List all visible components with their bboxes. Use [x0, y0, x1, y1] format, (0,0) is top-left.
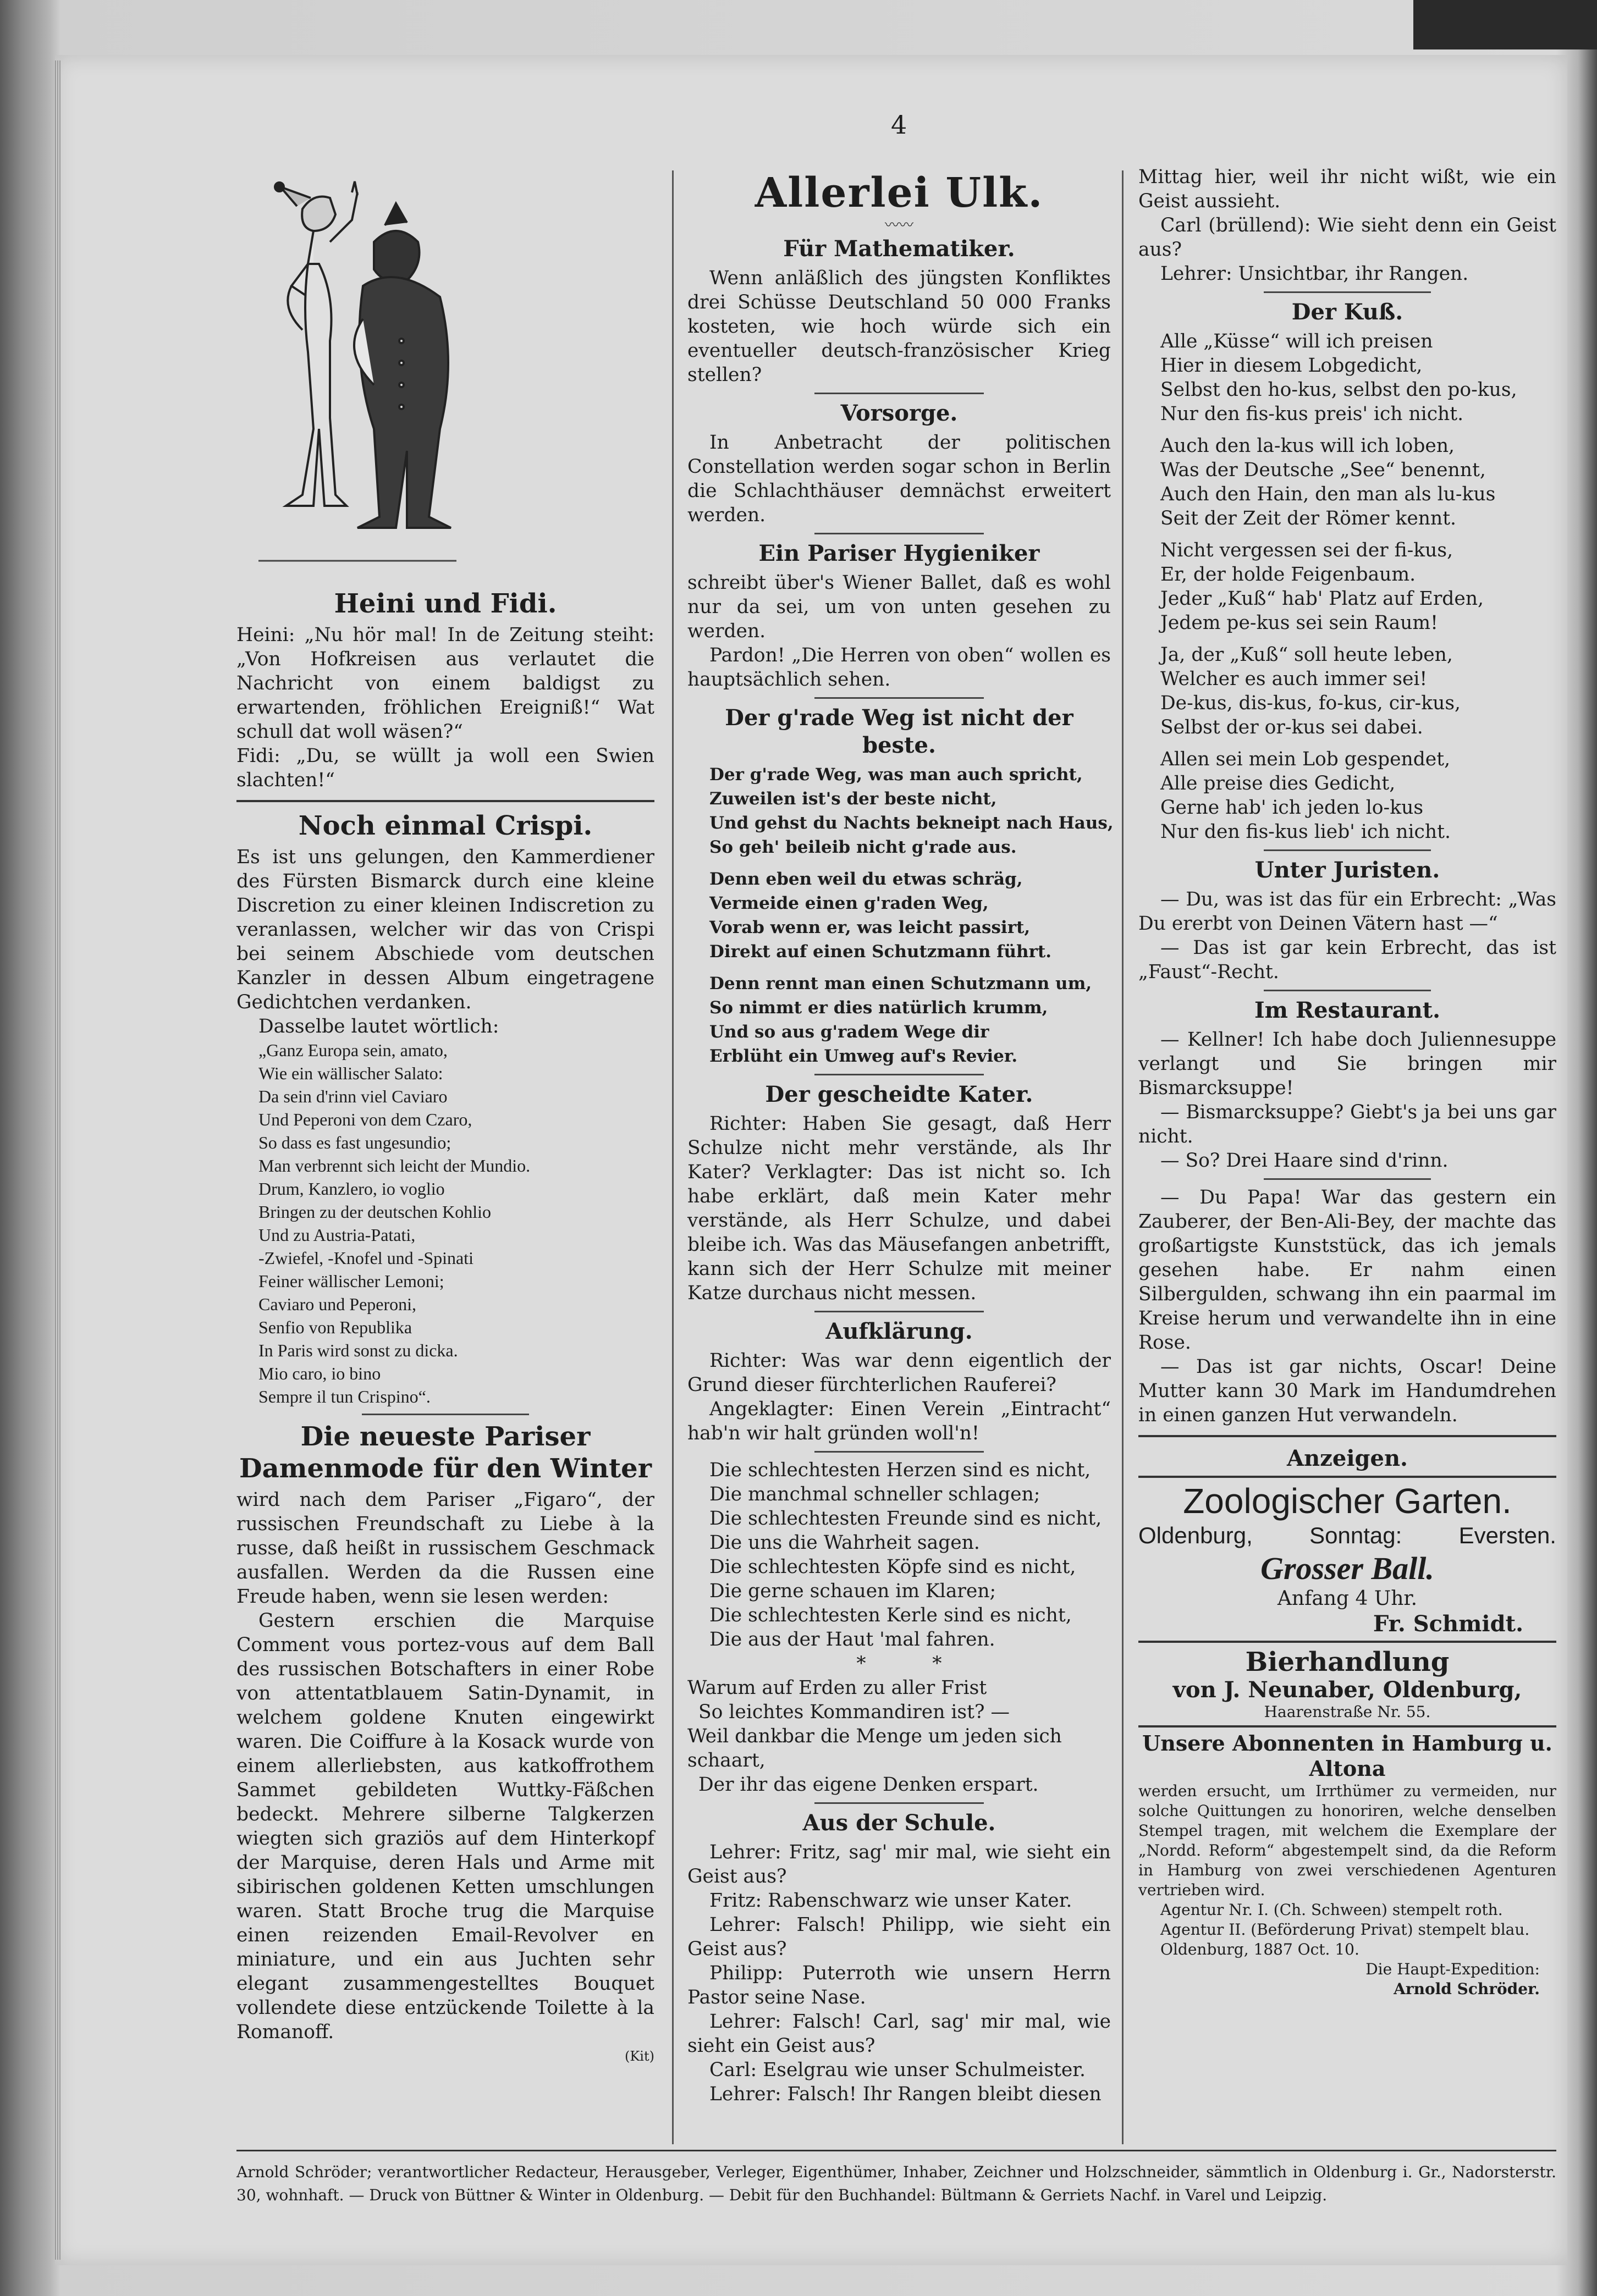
kater-text: Richter: Haben Sie gesagt, daß Herr Schulze nicht mehr verstände, als Ihr Kater? Verklagter: Das ist nicht so. Ich habe erklärt, daß mein Kater mehr verstände, als Herr Schulze, und dabei bleibe ich. Was das Mäusefangen anbetrifft, kann sich der Herr Schulze mit meiner Katze durchaus nicht messen. — [687, 1113, 1111, 1304]
bier-ad-address: Haarenstraße Nr. 55. — [1264, 1703, 1431, 1721]
poem-line: Nur den fis-kus preis' ich nicht. — [1160, 403, 1464, 425]
abonnenten-expedition: Die Haupt-Expedition: — [1365, 1960, 1540, 1978]
damenmode-paragraph-2: Gestern erschien die Marquise Comment vous portez-vous auf dem Ball des russischen Botschafters in einer Robe von attentatblauem Satin-Dynamit, in welchem goldene Knuten eingewirkt waren. Die Coiffure à la Kosack wurde von einem allerliebsten, aus katkoffrothem Sammet gebildeten Wuttky-Fäßchen bedeckt. Mehrere silberne Talgkerzen wiegten sich graziös auf dem Hinterkopf der Marquise, deren Hals und Arme mit sibirischen goldenen Ketten umschlungen waren. Statt Broche trug die Marquise einen reizenden Email-Revolver en miniature, und ein aus Juchten sehr elegant zusammengestelltes Bouquet vollendete diese entzückende Toilette à la Romanoff. — [236, 1610, 654, 2043]
column-rule-1 — [672, 170, 674, 2144]
poem-line: Drum, Kanzlero, io voglio — [258, 1179, 445, 1199]
kuss-stanza-3 — [1160, 538, 1556, 635]
poem-line: Caviaro und Peperoni, — [258, 1294, 417, 1314]
divider — [1138, 1476, 1556, 1478]
poem-line: Sempre il tun Crispino“. — [258, 1387, 431, 1406]
divider — [1264, 291, 1431, 293]
poem-line: Bringen zu der deutschen Kohlio — [258, 1202, 491, 1222]
poem-line: In Paris wird sonst zu dicka. — [258, 1340, 458, 1360]
abonnenten-text: werden ersucht, um Irrthümer zu vermeiden, nur solche Quittungen zu honoriren, welche denselben Stempel tragen, mit welchem die Exemplare der „Nordd. Reform“ abgestempelt sind, da die Reform in Hamburg von zwei verschiedenen Agenturen vertrieben wird. — [1138, 1782, 1556, 1899]
schule-line: Lehrer: Falsch! Philipp, wie sieht ein Geist aus? — [687, 1914, 1111, 1960]
schule-lehrer: Lehrer: Unsichtbar, ihr Rangen. — [1160, 263, 1469, 285]
schule-line: Carl: Eselgrau wie unser Schulmeister. — [709, 2059, 1086, 2081]
kuss-stanza-4 — [1160, 643, 1556, 739]
crispi-intro: Dasselbe lautet wörtlich: — [258, 1015, 499, 1037]
poem-line: De-kus, dis-kus, fo-kus, cir-kus, — [1160, 692, 1461, 714]
aufklaerung-text-2: Angeklagter: Einen Verein „Eintracht“ hab'n wir halt gründen woll'n! — [687, 1398, 1111, 1444]
divider — [814, 533, 984, 534]
restaurant-text-2: — Bismarcksuppe? Giebt's ja bei uns gar nicht. — [1138, 1101, 1556, 1147]
divider — [1264, 849, 1431, 851]
poem-line: Der ihr das eigene Denken erspart. — [698, 1774, 1039, 1796]
herzen-poem — [709, 1458, 1111, 1652]
column-1 — [236, 165, 654, 2068]
poem-line: Er, der holde Feigenbaum. — [1160, 564, 1416, 586]
poem-line: Jedem pe-kus sei sein Raum! — [1160, 612, 1438, 634]
schule-title: Aus der Schule. — [802, 1810, 996, 1836]
warum-poem — [687, 1676, 1111, 1797]
poem-line: Der g'rade Weg, was man auch spricht, — [709, 765, 1083, 785]
mathematiker-text: Wenn anläßlich des jüngsten Konfliktes drei Schüsse Deutschland 50 000 Franks kosteten, wie hoch würde sich ein eventueller deutsch-französischer Krieg stellen? — [687, 267, 1111, 386]
divider — [814, 1311, 984, 1312]
bier-ad-owner: von J. Neunaber, Oldenburg, — [1172, 1677, 1522, 1703]
schule-line: Lehrer: Falsch! Carl, sag' mir mal, wie sieht ein Geist aus? — [687, 2011, 1111, 2057]
aufklaerung-text-1: Richter: Was war denn eigentlich der Grund dieser fürchterlichen Rauferei? — [687, 1350, 1111, 1396]
poem-line: Mio caro, io bino — [258, 1364, 381, 1383]
poem-line: Die uns die Wahrheit sagen. — [709, 1532, 980, 1554]
poem-line: Alle „Küsse“ will ich preisen — [1160, 330, 1433, 352]
schule-line: Philipp: Puterroth wie unsern Herrn Pastor seine Nase. — [687, 1962, 1111, 2008]
divider — [814, 393, 984, 394]
poem-line: „Ganz Europa sein, amato, — [258, 1040, 448, 1060]
zoo-ad-event: Grosser Ball. — [1260, 1550, 1434, 1586]
poem-line: Selbst den ho-kus, selbst den po-kus, — [1160, 379, 1517, 401]
divider — [1138, 1641, 1556, 1643]
zoo-ad-time: Anfang 4 Uhr. — [1277, 1587, 1418, 1610]
poem-line: Feiner wällischer Lemoni; — [258, 1271, 444, 1291]
caption-text-2: Fidi: „Du, se wüllt ja woll een Swien slachten!“ — [236, 745, 654, 791]
poem-line: Jeder „Kuß“ hab' Platz auf Erden, — [1160, 588, 1484, 610]
juristen-title: Unter Juristen. — [1254, 857, 1440, 883]
divider — [814, 1074, 984, 1075]
poem-line: Alle preise dies Gedicht, — [1160, 772, 1396, 794]
allerlei-ulk-title: Allerlei Ulk. — [755, 169, 1044, 217]
poem-line: Und zu Austria-Patati, — [258, 1225, 416, 1245]
poem-line: So dass es fast ungesundio; — [258, 1133, 451, 1152]
poem-line: Gerne hab' ich jeden lo-kus — [1160, 797, 1424, 819]
caption-title: Heini und Fidi. — [334, 588, 557, 619]
divider — [1138, 1725, 1556, 1727]
poem-line: Denn eben weil du etwas schräg, — [709, 869, 1023, 889]
restaurant-title: Im Restaurant. — [1254, 997, 1441, 1023]
poem-line: Die schlechtesten Freunde sind es nicht, — [709, 1508, 1102, 1530]
poem-line: Was der Deutsche „See“ benennt, — [1160, 459, 1486, 481]
poem-line: Die schlechtesten Köpfe sind es nicht, — [709, 1556, 1076, 1578]
hygieniker-text-2: Pardon! „Die Herren von oben“ wollen es hauptsächlich sehen. — [687, 644, 1111, 691]
divider — [814, 1802, 984, 1804]
zoo-ad-title: Zoologischer Garten. — [1183, 1481, 1512, 1521]
damenmode-signature: (Kit) — [625, 2049, 654, 2064]
poem-line: So geh' beileib nicht g'rade aus. — [709, 837, 1017, 857]
crispi-title: Noch einmal Crispi. — [298, 810, 593, 841]
scanner-corner — [1413, 0, 1597, 49]
juristen-text-2: — Das ist gar kein Erbrecht, das ist „Faust“-Recht. — [1138, 937, 1556, 983]
poem-line: Und gehst du Nachts bekneipt nach Haus, — [709, 813, 1114, 833]
kuss-stanza-5 — [1160, 747, 1556, 844]
poem-line: Allen sei mein Lob gespendet, — [1160, 748, 1451, 770]
grade-weg-stanza-2 — [709, 867, 1111, 964]
poem-line: Da sein d'rinn viel Caviaro — [258, 1086, 448, 1106]
footer-rule — [236, 2150, 1556, 2151]
zoo-ad-signature: Fr. Schmidt. — [1373, 1611, 1523, 1637]
poem-line: Denn rennt man einen Schutzmann um, — [709, 974, 1092, 994]
grade-weg-stanza-3 — [709, 972, 1111, 1068]
poem-line: Welcher es auch immer sei! — [1160, 668, 1428, 690]
aufklaerung-title: Aufklärung. — [825, 1318, 973, 1344]
poem-line: So leichtes Kommandiren ist? — — [698, 1701, 1010, 1723]
kuss-stanza-2 — [1160, 434, 1556, 531]
hygieniker-text-1: schreibt über's Wiener Ballet, daß es wohl nur da sei, um von unten gesehen zu werden. — [687, 572, 1111, 642]
abonnenten-agentur-2: Agentur II. (Beförderung Privat) stempelt blau. — [1160, 1920, 1530, 1939]
poem-line: Die schlechtesten Herzen sind es nicht, — [709, 1459, 1091, 1481]
poem-line: Nicht vergessen sei der fi-kus, — [1160, 539, 1453, 561]
abonnenten-agentur-1: Agentur Nr. I. (Ch. Schween) stempelt roth. — [1160, 1901, 1503, 1919]
kuss-stanza-1 — [1160, 329, 1556, 426]
column-3 — [1138, 165, 1556, 1999]
poem-line: Die aus der Haut 'mal fahren. — [709, 1629, 995, 1651]
hygieniker-title: Ein Pariser Hygieniker — [758, 540, 1040, 566]
imprint-footer: Arnold Schröder; verantwortlicher Redacteur, Herausgeber, Verleger, Eigenthümer, Inhaber, Zeichner und Holzschneider, sämmtlich in Oldenburg i. Gr., Nadorsterstr. 30, wohnhaft. — Druck von Büttner & Winter in Oldenburg. — Debit für den Buchhandel: Bültmann & Gerriets Nachf. in Varel und Leipzig. — [236, 2163, 1556, 2204]
ornament: 〰〰 — [884, 217, 913, 234]
section-divider — [1138, 1435, 1556, 1437]
abonnenten-title: Unsere Abonnenten in Hamburg u. Altona — [1142, 1731, 1552, 1781]
poem-line: Direkt auf einen Schutzmann führt. — [709, 942, 1052, 962]
divider — [814, 1451, 984, 1453]
juristen-text-1: — Du, was ist das für ein Erbrecht: „Was Du ererbt von Deinen Vätern hast —“ — [1138, 888, 1556, 935]
zoo-ad-row — [1138, 1521, 1556, 1550]
poem-line: So nimmt er dies natürlich krumm, — [709, 998, 1048, 1018]
vorsorge-text: In Anbetracht der politischen Constellation werden sogar schon in Berlin die Schlachthäuser demnächst erweitert werden. — [687, 432, 1111, 526]
zoo-ad-place: Eversten. — [1458, 1522, 1556, 1548]
poem-line: Auch den la-kus will ich loben, — [1160, 435, 1455, 457]
crispi-poem — [258, 1039, 654, 1408]
grade-weg-title: Der g'rade Weg ist nicht der beste. — [725, 705, 1073, 758]
poem-line: Man verbrennt sich leicht der Mundio. — [258, 1156, 531, 1175]
poem-line: Die manchmal schneller schlagen; — [709, 1483, 1040, 1505]
poem-line: Zuweilen ist's der beste nicht, — [709, 789, 997, 809]
heini-fidi-illustration — [236, 176, 467, 572]
poem-line: Warum auf Erden zu aller Frist — [687, 1677, 987, 1699]
caption-text-1: Heini: „Nu hör mal! In de Zeitung steiht: „Von Hofkreisen aus verlautet die Nachricht von einem baldigst zu erwartenden, fröhlichen Ereigniß!“ Wat schull dat woll wäsen?“ — [236, 624, 654, 743]
papa-text-2: — Das ist gar nichts, Oscar! Deine Mutter kann 30 Mark im Handumdrehen in einen ganzen Hut verwandeln. — [1138, 1356, 1556, 1426]
zoo-ad-city: Oldenburg, — [1138, 1522, 1253, 1548]
schule-line: Lehrer: Fritz, sag' mir mal, wie sieht ein Geist aus? — [687, 1841, 1111, 1887]
divider — [814, 697, 984, 699]
poem-line: Senfio von Republika — [258, 1317, 412, 1337]
poem-line: Wie ein wällischer Salato: — [258, 1063, 443, 1083]
abonnenten-date: Oldenburg, 1887 Oct. 10. — [1160, 1940, 1359, 1958]
poem-line: Die gerne schauen im Klaren; — [709, 1580, 996, 1602]
poem-line: Ja, der „Kuß“ soll heute leben, — [1160, 644, 1453, 666]
poem-line: Vorab wenn er, was leicht passirt, — [709, 918, 1031, 937]
grade-weg-stanza-1 — [709, 763, 1114, 859]
poem-line: Auch den Hain, den man als lu-kus — [1160, 483, 1496, 505]
poem-line: -Zwiefel, -Knofel und -Spinati — [258, 1248, 473, 1268]
page-number: 4 — [891, 110, 907, 140]
schule-carl: Carl (brüllend): Wie sieht denn ein Geist aus? — [1138, 214, 1556, 261]
divider — [1264, 1178, 1431, 1180]
divider — [362, 1414, 529, 1415]
poem-line: Vermeide einen g'raden Weg, — [709, 893, 989, 913]
bier-ad-title: Bierhandlung — [1245, 1647, 1450, 1677]
poem-line: Nur den fis-kus lieb' ich nicht. — [1160, 821, 1451, 843]
poem-line: Seit der Zeit der Römer kennt. — [1160, 507, 1457, 529]
schule-line: Fritz: Rabenschwarz wie unser Kater. — [709, 1890, 1072, 1912]
mathematiker-title: Für Mathematiker. — [783, 236, 1015, 262]
poem-line: Und so aus g'radem Wege dir — [709, 1022, 989, 1042]
poem-line: Erblüht ein Umweg auf's Revier. — [709, 1046, 1018, 1066]
poem-line: Hier in diesem Lobgedicht, — [1160, 355, 1423, 377]
kuss-title: Der Kuß. — [1291, 299, 1403, 325]
poem-line: Weil dankbar die Menge um jeden sich schaart, — [687, 1725, 1062, 1771]
poem-line: Und Peperoni von dem Czaro, — [258, 1110, 472, 1129]
column-2 — [687, 165, 1114, 2106]
schule-line: Lehrer: Falsch! Ihr Rangen bleibt diesen — [709, 2083, 1102, 2105]
divider — [1264, 990, 1431, 991]
papa-text-1: — Du Papa! War das gestern ein Zauberer, der Ben-Ali-Bey, der machte das großartigste Kunststück, das ich jemals gesehen habe. Er nahm einen Silbergulden, schwang ihn ein paarmal im Kreise herum und verwandelte ihn in eine Rose. — [1138, 1186, 1556, 1354]
anzeigen-title: Anzeigen. — [1287, 1445, 1408, 1471]
restaurant-text-3: — So? Drei Haare sind d'rinn. — [1160, 1150, 1449, 1172]
poem-line: Die schlechtesten Kerle sind es nicht, — [709, 1604, 1072, 1626]
damenmode-paragraph-1: wird nach dem Pariser „Figaro“, der russischen Freundschaft zu Liebe à la russe, daß heißt in russischem Geschmack ausfallen. Werden da die Russen eine Freude haben, wenn sie lesen werden: — [236, 1489, 654, 1608]
vorsorge-title: Vorsorge. — [840, 400, 958, 426]
column-rule-2 — [1122, 170, 1124, 2144]
page-stack-edges — [55, 60, 60, 2260]
kater-title: Der gescheidte Kater. — [765, 1081, 1033, 1107]
zoo-ad-day: Sonntag: — [1309, 1522, 1402, 1548]
damenmode-title: Die neueste Pariser Damenmode für den Winter — [239, 1421, 652, 1484]
crispi-paragraph: Es ist uns gelungen, den Kammerdiener des Fürsten Bismarck durch eine kleine Discretion zu einer kleinen Indiscretion zu veranlassen, welcher wir das von Crispi bei seinem Abschiede vom deutschen Kanzler in dessen Album eingetragene Gedichtchen verdanken. — [236, 846, 654, 1013]
poem-line: Selbst der or-kus sei dabei. — [1160, 716, 1423, 738]
abonnenten-signature: Arnold Schröder. — [1394, 1980, 1540, 1998]
asterisks: * * — [856, 1653, 942, 1675]
schule-continued: Mittag hier, weil ihr nicht wißt, wie ein Geist aussieht. — [1138, 166, 1556, 212]
restaurant-text-1: — Kellner! Ich habe doch Juliennesuppe verlangt und Sie bringen mir Bismarcksuppe! — [1138, 1029, 1556, 1099]
section-divider — [236, 800, 654, 802]
